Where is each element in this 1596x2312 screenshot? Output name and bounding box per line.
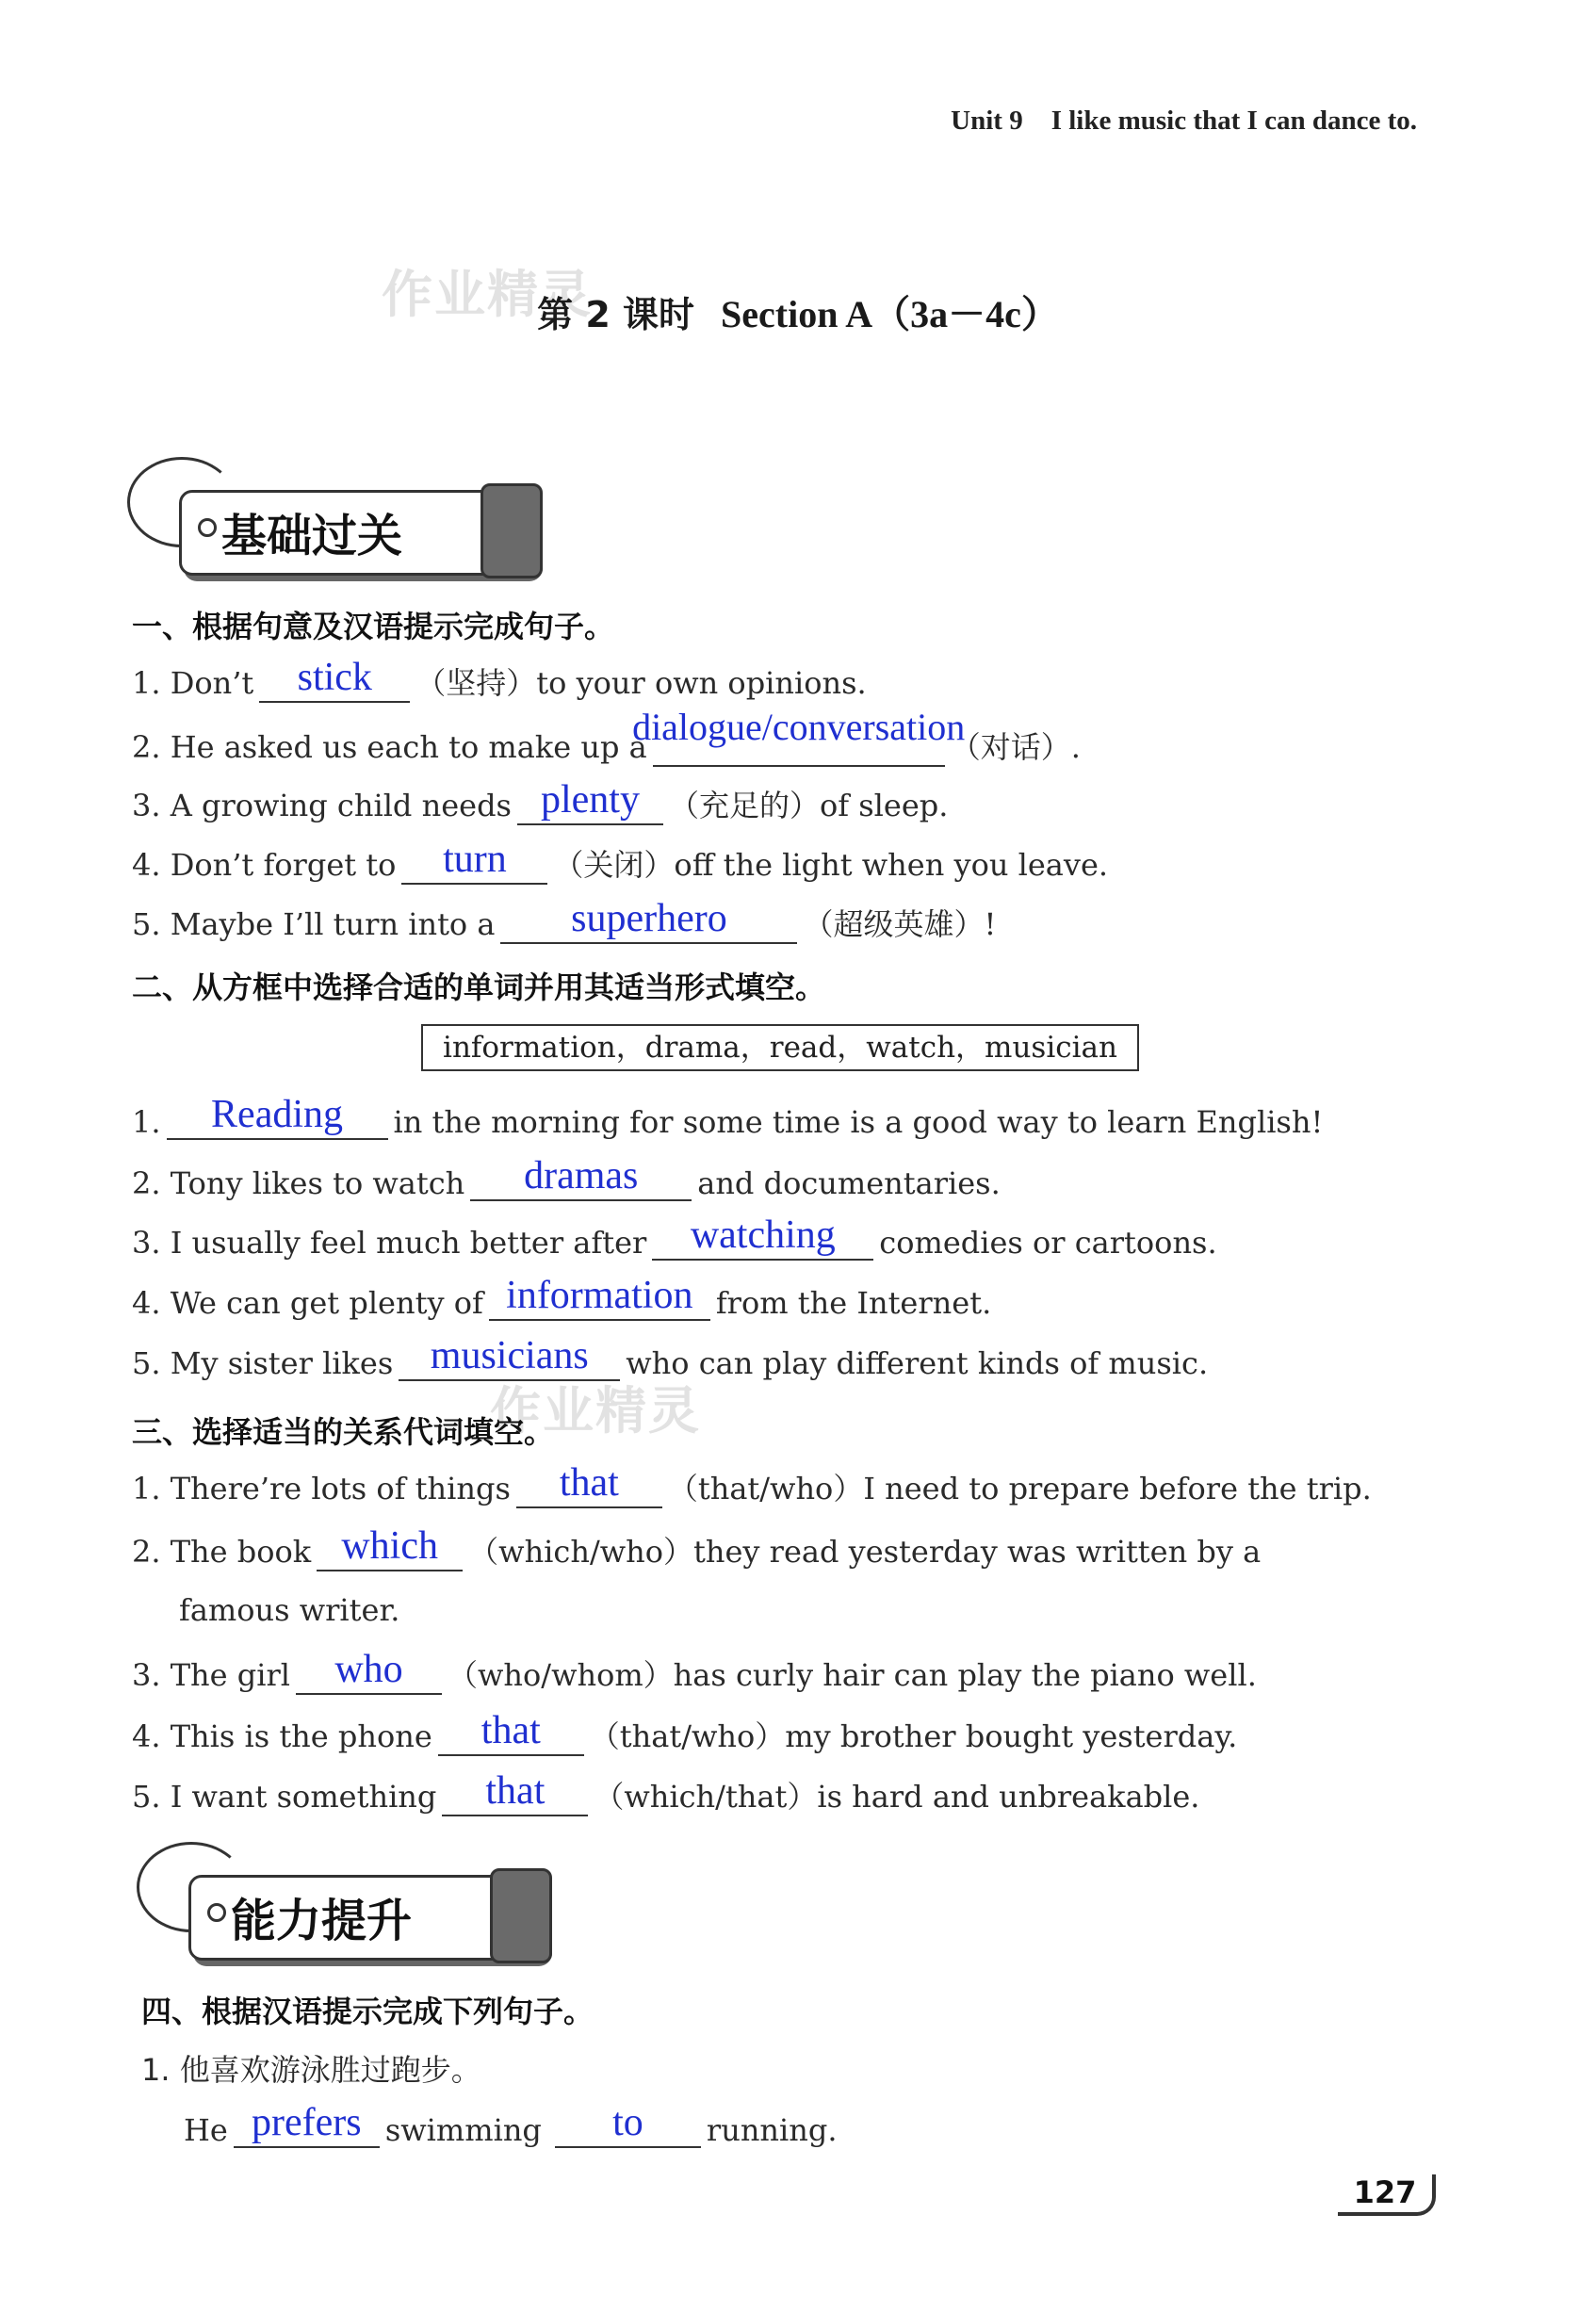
lesson-title (0, 285, 1596, 338)
answer: to (612, 2101, 643, 2144)
answer: prefers (252, 2101, 362, 2144)
answer: stick (297, 656, 372, 699)
question: He prefers swimming to running. (184, 2101, 838, 2148)
answer: that (480, 1709, 541, 1752)
answer: information (506, 1274, 693, 1317)
answer: watching (690, 1213, 836, 1257)
banner-tab (490, 1868, 552, 1963)
question: 2. Tony likes to watch dramas and documentaries. (132, 1154, 1001, 1201)
banner-title: 能力提升 (231, 1895, 413, 1947)
question: 3. The girl who （who/whom）has curly hair can play the piano well. (132, 1648, 1257, 1693)
question: 5. Maybe I’ll turn into a superhero （超级英雄）! (132, 897, 997, 942)
section2-title: 二、从方框中选择合适的单词并用其适当形式填空。 (132, 969, 826, 1005)
page-header (951, 106, 1417, 137)
answer: superhero (571, 897, 727, 940)
answer: dialogue/conversation (632, 706, 966, 748)
answer: turn (443, 838, 507, 881)
banner-hole-icon (198, 518, 217, 537)
question: 3. I usually feel much better after watching comedies or cartoons. (132, 1213, 1217, 1261)
answer: musicians (430, 1334, 589, 1377)
chinese-prompt: 1. 他喜欢游泳胜过跑步。 (141, 2052, 481, 2088)
watermark-top: 作业精灵 (382, 265, 593, 324)
section4-title: 四、根据汉语提示完成下列句子。 (141, 1994, 594, 2029)
section3-title: 三、选择适当的关系代词填空。 (132, 1414, 555, 1450)
question: 4. We can get plenty of information from the Internet. (132, 1274, 992, 1321)
question: 1. Reading in the morning for some time is a good way to learn English! (132, 1093, 1324, 1140)
question: 2. He asked us each to make up a dialogue/conversation （对话）. (132, 706, 1081, 765)
question: 1. There’re lots of things that （that/who）I need to prepare before the trip. (132, 1461, 1372, 1506)
question: 3. A growing child needs plenty （充足的）of sleep. (132, 778, 949, 823)
lesson-section: Section A（3a－4c） (721, 293, 1059, 335)
question: 1. Don’t stick （坚持）to your own opinions. (132, 656, 867, 701)
answer: dramas (524, 1154, 639, 1197)
watermark-middle: 作业精灵 (490, 1381, 701, 1441)
question: 5. I want something that （which/that）is hard and unbreakable. (132, 1769, 1200, 1815)
question-continuation: famous writer. (179, 1592, 400, 1628)
unit-title: I like music that I can dance to. (1050, 106, 1417, 136)
question: 4. Don’t forget to turn （关闭）off the light when you leave. (132, 838, 1109, 883)
question: 4. This is the phone that （that/who）my brother bought yesterday. (132, 1709, 1238, 1754)
lesson-number: 第 2 课时 (537, 294, 695, 335)
answer: that (485, 1769, 546, 1813)
answer: Reading (211, 1093, 344, 1136)
unit-label: Unit 9 (951, 106, 1023, 136)
banner-tab (480, 483, 543, 578)
banner-title: 基础过关 (221, 510, 403, 562)
question: 5. My sister likes musicians who can play different kinds of music. (132, 1334, 1209, 1381)
word-box: information，drama，read，watch，musician (421, 1024, 1139, 1071)
banner-hole-icon (207, 1903, 226, 1922)
answer: that (559, 1461, 619, 1505)
answer: which (341, 1524, 438, 1568)
answer: plenty (540, 778, 640, 822)
answer: who (334, 1648, 403, 1691)
basic-banner (127, 457, 551, 589)
section1-title: 一、根据句意及汉语提示完成句子。 (132, 609, 615, 644)
page-number: 127 (1338, 2174, 1436, 2216)
advanced-banner (137, 1842, 561, 1974)
question: 2. The book which （which/who）they read yesterday was written by a (132, 1524, 1262, 1570)
